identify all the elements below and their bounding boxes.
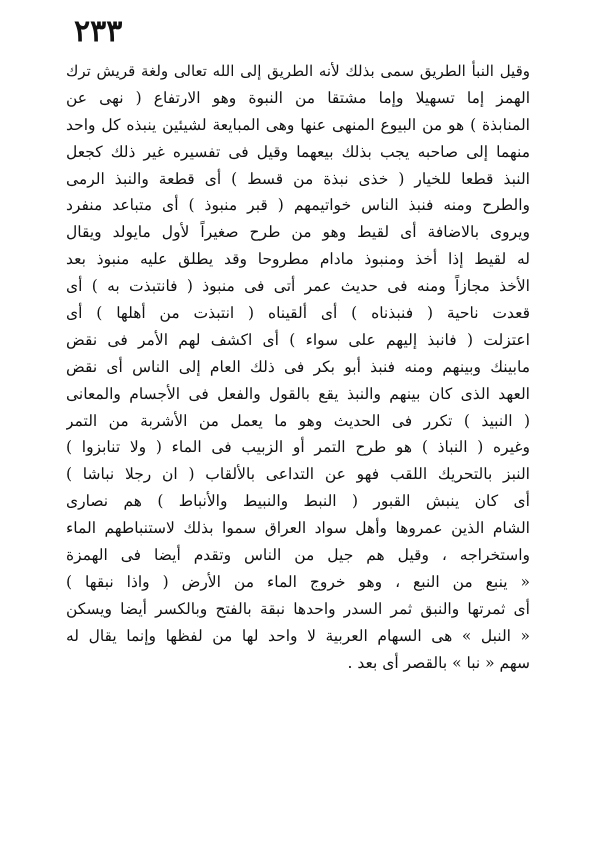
text-line: الشام الذين عمروها وأهل سواد العراق سموا بذلك لاستنباطهم الماء	[66, 519, 530, 538]
text-line: وغيره ( النباذ ) هو طرح التمر أو الزبيب فى الماء ( ولا تنابزوا )	[66, 438, 530, 457]
text-line: اعتزلت ( فانبذ إليهم على سواء ) أى اكشف لهم الأمر فى نقض	[66, 330, 530, 349]
page-number: ٢٣٣	[74, 14, 123, 49]
text-line: سهم « نبا » بالقصر أى بعد .	[347, 653, 530, 672]
text-line: الهمز إما تسهيلا وإما مشتقا من النبوة وهو الارتفاع ( نهى عن	[66, 88, 530, 107]
text-line: النبذ قطعا للخيار ( خذى نبذة من قسط ) أى قطعة والنبذ الرمى	[66, 169, 530, 188]
text-line: الأخذ مجازاً ومنه فى حديث عمر أتى فى منبوذ ( فانتبذت به ) أى	[66, 277, 530, 296]
text-line: « النبل » هى السهام العربية لا واحد لها من لفظها وإنما يقال له	[66, 626, 530, 645]
text-line: قعدت ناحية ( فنبذناه ) أى ألقيناه ( انتبذت من أهلها ) أى	[66, 304, 530, 323]
text-line: ويروى بالاضافة أى لقيط وهو من طرح صغيراً لأول مايولد ويقال	[66, 223, 530, 242]
text-line: وقيل النبأ الطريق سمى بذلك لأنه الطريق إلى الله تعالى ولغة قريش ترك	[66, 62, 530, 80]
text-line: واستخراجه ، وقيل هم جيل من الناس وتقدم أيضا فى الهمزة	[66, 546, 530, 565]
text-line: المنابذة ) هو من البيوع المنهى عنها وهى المبايعة لشيئين ينبذه كل واحد	[66, 115, 530, 134]
text-line: العهد الذى كان بينهم والنبذ يقع بالقول والفعل فى الأجسام والمعانى	[66, 384, 530, 403]
text-line: له لقيط إذا أخذ ومنبوذ مادام مطروحا وقد يطلق عليه منبوذ بعد	[66, 250, 530, 269]
text-line: النبز بالتحريك اللقب فهو عن التداعى بالألقاب ( ان رجلا نباشا )	[66, 465, 530, 484]
text-line: أى كان ينبش القبور ( النبط والنبيط والأنباط ) هم نصارى	[66, 492, 530, 511]
text-line: ( النبيذ ) تكرر فى الحديث وهو ما يعمل من الأشربة من التمر	[66, 411, 530, 430]
body-text	[66, 58, 530, 676]
text-line: منهما إلى صاحبه يجب بذلك بيعهما وقيل فى تفسيره غير ذلك كجعل	[66, 142, 530, 161]
text-line: « ينبع من النبع ، وهو خروج الماء من الأرض ( واذا نبقها )	[66, 572, 530, 591]
text-line: والطرح ومنه فنبذ الناس خواتيمهم ( قبر منبوذ ) أى متباعد منفرد	[66, 196, 530, 215]
text-line: أى ثمرتها والنبق ثمر السدر واحدها نبقة بالفتح وبالكسر أيضا ويسكن	[66, 599, 530, 618]
text-line: مابينك وبينهم ومنه فنبذ أبو بكر فى ذلك العام إلى الناس أى نقض	[66, 357, 530, 376]
